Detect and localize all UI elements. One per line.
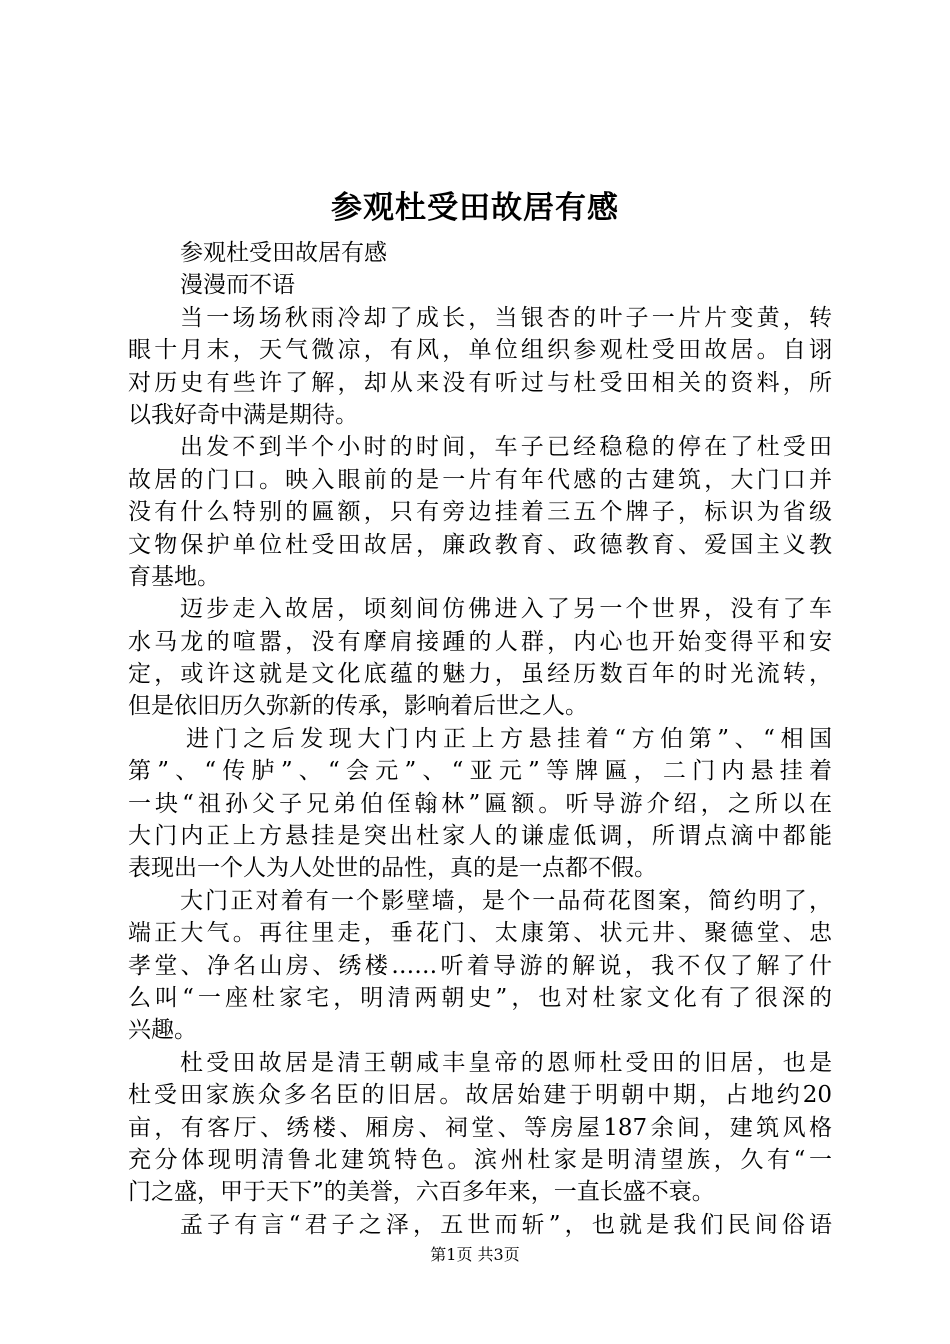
page-number-footer: 第1页 共3页 [430, 1245, 520, 1264]
paragraph-line: 么叫“一座杜家宅，明清两朝史”，也对杜家文化有了很深的 [128, 984, 832, 1011]
paragraph-line: 一块“祖孙父子兄弟伯侄翰林”匾额。听导游介绍，之所以在 [128, 790, 832, 817]
paragraph-line: 第”、“传胪”、“会元”、“亚元”等牌匾，二门内悬挂着 [128, 758, 832, 785]
paragraph-line: 眼十月末，天气微凉，有风，单位组织参观杜受田故居。自诩 [128, 337, 832, 364]
paragraph-line: 进门之后发现大门内正上方悬挂着“方伯第”、“相国 [186, 725, 832, 752]
document-title: 参观杜受田故居有感 [331, 190, 619, 226]
paragraph-line: 出发不到半个小时的时间，车子已经稳稳的停在了杜受田 [180, 434, 832, 461]
paragraph-line: 杜受田家族众多名臣的旧居。故居始建于明朝中期，占地约20 [128, 1082, 832, 1109]
paragraph-line: 充分体现明清鲁北建筑特色。滨州杜家是明清望族，久有“一 [128, 1146, 832, 1173]
paragraph-line: 孝堂、净名山房、绣楼……听着导游的解说，我不仅了解了什 [128, 952, 832, 979]
paragraph-line: 没有什么特别的匾额，只有旁边挂着三五个牌子，标识为省级 [128, 499, 832, 526]
paragraph-line: 文物保护单位杜受田故居，廉政教育、政德教育、爱国主义教 [128, 531, 832, 558]
document-subtitle: 参观杜受田故居有感 [180, 240, 387, 266]
paragraph-line: 大门内正上方悬挂是突出杜家人的谦虚低调，所谓点滴中都能 [128, 823, 832, 850]
paragraph-line: 育基地。 [128, 563, 220, 590]
paragraph-line: 对历史有些许了解，却从来没有听过与杜受田相关的资料，所 [128, 369, 832, 396]
paragraph-line: 亩，有客厅、绣楼、厢房、祠堂、等房屋187余间，建筑风格 [128, 1114, 832, 1141]
document-author: 漫漫而不语 [180, 272, 295, 299]
document-body [128, 237, 832, 1241]
paragraph-line: 大门正对着有一个影壁墙，是个一品荷花图案，简约明了， [180, 887, 832, 914]
paragraph-line: 端正大气。再往里走，垂花门、太康第、状元井、聚德堂、忠 [128, 920, 832, 947]
paragraph-line: 孟子有言“君子之泽，五世而斩”，也就是我们民间俗语 [180, 1211, 832, 1238]
paragraph-line: 水马龙的喧嚣，没有摩肩接踵的人群，内心也开始变得平和安 [128, 628, 832, 655]
paragraph-line: 迈步走入故居，顷刻间仿佛进入了另一个世界，没有了车 [180, 596, 832, 623]
paragraph-line: 杜受田故居是清王朝咸丰皇帝的恩师杜受田的旧居，也是 [180, 1049, 832, 1076]
paragraph-line: 门之盛，甲于天下”的美誉，六百多年来，一直长盛不衰。 [128, 1179, 715, 1206]
paragraph-line: 定，或许这就是文化底蕴的魅力，虽经历数百年的时光流转， [128, 661, 832, 688]
paragraph-line: 当一场场秋雨冷却了成长，当银杏的叶子一片片变黄，转 [180, 304, 832, 331]
paragraph-line: 但是依旧历久弥新的传承，影响着后世之人。 [128, 693, 588, 720]
paragraph-line: 故居的门口。映入眼前的是一片有年代感的古建筑，大门口并 [128, 466, 832, 493]
paragraph-line: 兴趣。 [128, 1017, 197, 1044]
paragraph-line: 表现出一个人为人处世的品性，真的是一点都不假。 [128, 855, 657, 882]
paragraph-line: 以我好奇中满是期待。 [128, 401, 358, 428]
